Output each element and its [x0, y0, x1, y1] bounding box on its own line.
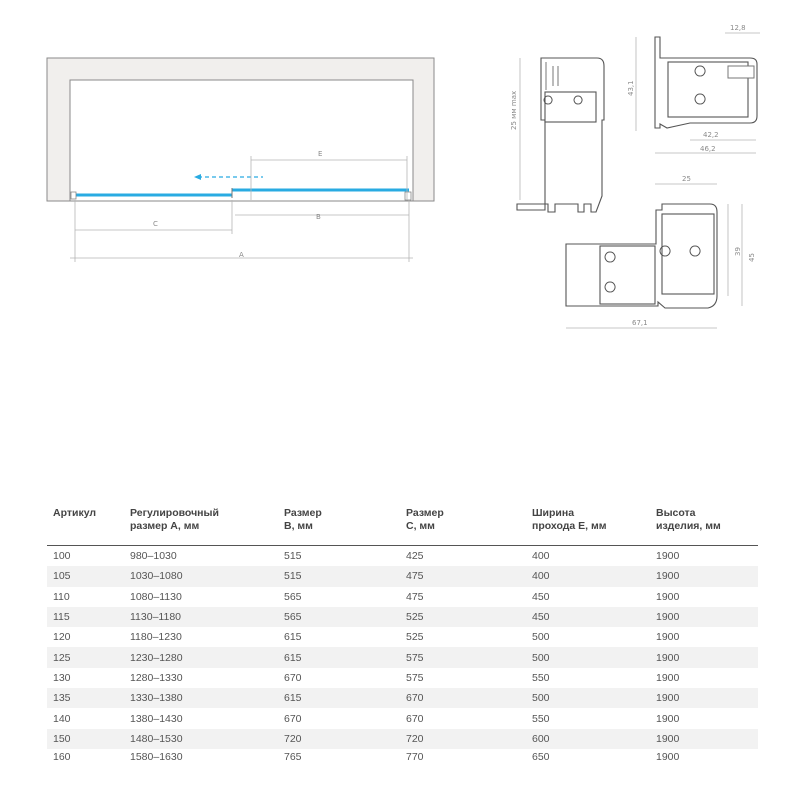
table-cell: 110 — [53, 590, 70, 603]
table-cell: 1380–1430 — [130, 712, 183, 725]
table-cell: 1230–1280 — [124, 647, 278, 667]
table-cell: 135 — [47, 688, 124, 708]
header-height: Высота изделия, мм — [650, 500, 758, 546]
table-cell: 120 — [53, 631, 71, 644]
dim-label-42-2: 42,2 — [703, 131, 719, 139]
header-article: Артикул — [47, 500, 124, 546]
table-cell: 115 — [47, 607, 124, 627]
table-cell: 1180–1230 — [130, 631, 182, 644]
table-cell: 525 — [400, 607, 526, 627]
table-cell: 140 — [53, 712, 71, 725]
table-cell: 160 — [53, 750, 71, 763]
table-cell: 100 — [53, 550, 71, 563]
table-cell: 475 — [400, 566, 526, 586]
dim-label-46-2: 46,2 — [700, 145, 716, 153]
dim-label-12-8: 12,8 — [730, 24, 746, 32]
dim-label-67-1: 67,1 — [632, 319, 648, 327]
dim-label-45: 45 — [748, 253, 756, 262]
table-cell: 1130–1180 — [124, 607, 278, 627]
table-row — [47, 546, 758, 567]
table-cell: 1900 — [650, 647, 758, 667]
table-header-row — [47, 500, 758, 546]
dim-label-c: C — [153, 220, 158, 228]
dim-label-a: A — [239, 251, 244, 259]
niche-outline — [47, 58, 434, 201]
table-cell: 425 — [406, 550, 424, 563]
table-cell: 1480–1530 — [124, 729, 278, 749]
table-cell: 475 — [406, 590, 424, 603]
table-cell: 615 — [278, 647, 400, 667]
table-cell: 1900 — [650, 688, 758, 708]
table-cell: 1030–1080 — [124, 566, 278, 586]
table-cell: 550 — [532, 712, 550, 725]
table-cell: 565 — [278, 607, 400, 627]
dim-label-25: 25 — [682, 175, 691, 183]
table-cell: 500 — [532, 631, 550, 644]
table-cell: 450 — [526, 607, 650, 627]
table-row — [47, 566, 758, 586]
table-row — [47, 688, 758, 708]
dim-label-b: B — [316, 213, 321, 221]
table-cell: 670 — [284, 671, 302, 684]
table-cell: 575 — [406, 671, 424, 684]
spec-table — [47, 500, 758, 765]
table-row — [47, 607, 758, 627]
table-cell: 550 — [532, 671, 550, 684]
table-cell: 450 — [532, 590, 550, 603]
header-size-b: Размер В, мм — [278, 500, 400, 546]
header-size-c: Размер С, мм — [400, 500, 526, 546]
table-cell: 670 — [284, 712, 302, 725]
table-cell: 765 — [284, 750, 302, 763]
profile-section-2 — [636, 33, 760, 153]
table-cell: 500 — [526, 647, 650, 667]
table-cell: 615 — [278, 688, 400, 708]
table-cell: 770 — [406, 750, 424, 763]
table-cell: 1900 — [656, 590, 680, 603]
table-cell: 1900 — [656, 750, 680, 763]
table-cell: 650 — [532, 750, 550, 763]
table-cell: 1280–1330 — [130, 671, 183, 684]
table-cell: 1900 — [656, 631, 680, 644]
table-cell: 615 — [284, 631, 302, 644]
table-cell: 1900 — [650, 729, 758, 749]
table-cell: 515 — [284, 550, 302, 563]
table-cell: 575 — [400, 647, 526, 667]
table-cell: 670 — [400, 688, 526, 708]
table-row — [47, 587, 758, 607]
table-cell: 565 — [284, 590, 302, 603]
table-cell: 1330–1380 — [124, 688, 278, 708]
table-cell: 1900 — [656, 712, 680, 725]
table-cell: 600 — [526, 729, 650, 749]
table-cell: 515 — [278, 566, 400, 586]
table-cell: 150 — [47, 729, 124, 749]
dim-label-e: E — [318, 150, 323, 158]
header-passage-e: Ширина прохода Е, мм — [526, 500, 650, 546]
profile-section-1 — [517, 58, 604, 212]
dim-label-39: 39 — [734, 247, 742, 256]
table-cell: 720 — [278, 729, 400, 749]
table-row — [47, 708, 758, 728]
table-cell: 105 — [47, 566, 124, 586]
table-cell: 1080–1130 — [130, 590, 182, 603]
table-cell: 1900 — [656, 671, 680, 684]
dim-label-max-gap: 25 мм max — [510, 90, 518, 130]
table-cell: 500 — [526, 688, 650, 708]
table-cell: 400 — [526, 566, 650, 586]
table-cell: 400 — [532, 550, 550, 563]
table-cell: 980–1030 — [130, 550, 177, 563]
table-cell: 1900 — [650, 566, 758, 586]
table-cell: 525 — [406, 631, 424, 644]
dim-label-43-1: 43,1 — [627, 80, 635, 96]
table-row — [47, 749, 758, 765]
table-cell: 125 — [47, 647, 124, 667]
table-cell: 720 — [400, 729, 526, 749]
table-cell: 1580–1630 — [130, 750, 183, 763]
table-row — [47, 668, 758, 688]
table-cell: 1900 — [650, 607, 758, 627]
header-size-a: Регулировочный размер А, мм — [124, 500, 278, 546]
table-row — [47, 729, 758, 749]
table-cell: 1900 — [656, 550, 680, 563]
table-cell: 670 — [406, 712, 424, 725]
table-cell: 130 — [53, 671, 71, 684]
table-row — [47, 647, 758, 667]
table-row — [47, 627, 758, 647]
